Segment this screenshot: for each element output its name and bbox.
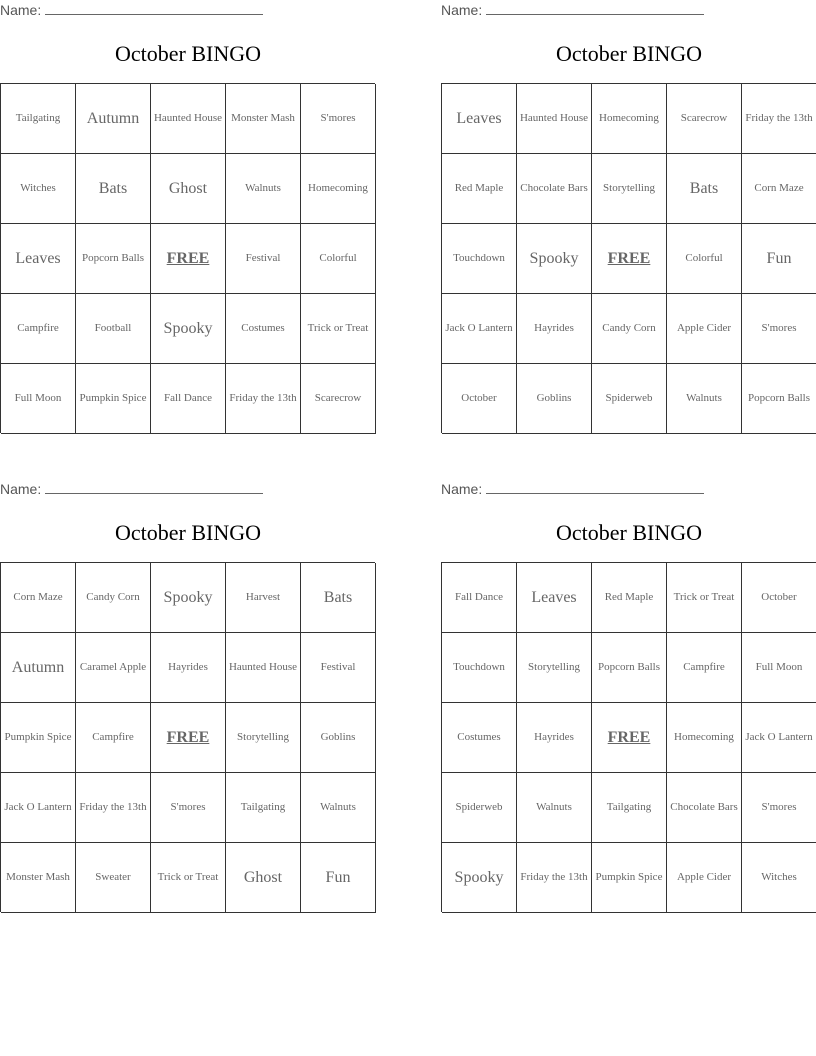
bingo-cell: Goblins	[301, 703, 376, 773]
bingo-cell: Candy Corn	[76, 563, 151, 633]
bingo-cell: Festival	[301, 633, 376, 703]
bingo-cell: S'mores	[301, 84, 376, 154]
bingo-cell: Leaves	[442, 84, 517, 154]
bingo-cell: Popcorn Balls	[592, 633, 667, 703]
bingo-cell: Friday the 13th	[76, 773, 151, 843]
bingo-cell: Sweater	[76, 843, 151, 913]
bingo-cell: Autumn	[1, 633, 76, 703]
bingo-cell: Spooky	[151, 563, 226, 633]
bingo-cell: Hayrides	[517, 294, 592, 364]
bingo-cell: Goblins	[517, 364, 592, 434]
name-field[interactable]	[486, 479, 704, 494]
name-field[interactable]	[45, 0, 263, 15]
bingo-cell: Fun	[742, 224, 816, 294]
bingo-cell: Spiderweb	[592, 364, 667, 434]
bingo-cell: Chocolate Bars	[517, 154, 592, 224]
bingo-cell: Tailgating	[1, 84, 76, 154]
bingo-cell: Storytelling	[592, 154, 667, 224]
bingo-cell: Leaves	[517, 563, 592, 633]
bingo-cell: Chocolate Bars	[667, 773, 742, 843]
bingo-cell: Jack O Lantern	[1, 773, 76, 843]
bingo-cell: Scarecrow	[301, 364, 376, 434]
bingo-cell: Tailgating	[226, 773, 301, 843]
bingo-cell: Colorful	[667, 224, 742, 294]
bingo-grid	[441, 83, 816, 433]
bingo-cell: Tailgating	[592, 773, 667, 843]
free-space: FREE	[151, 224, 226, 294]
bingo-cell: Apple Cider	[667, 843, 742, 913]
free-space: FREE	[592, 224, 667, 294]
bingo-cell: Costumes	[226, 294, 301, 364]
name-field[interactable]	[486, 0, 704, 15]
card-title: October BINGO	[114, 41, 262, 66]
bingo-cell: Fall Dance	[442, 563, 517, 633]
bingo-cell: Pumpkin Spice	[1, 703, 76, 773]
card-title: October BINGO	[555, 41, 703, 66]
bingo-cell: Monster Mash	[1, 843, 76, 913]
bingo-cell: Jack O Lantern	[442, 294, 517, 364]
name-label: Name:	[441, 481, 483, 497]
bingo-cell: Hayrides	[517, 703, 592, 773]
bingo-grid	[441, 562, 816, 912]
bingo-cell: Bats	[667, 154, 742, 224]
bingo-cell: Spiderweb	[442, 773, 517, 843]
bingo-cell: Campfire	[76, 703, 151, 773]
bingo-cell: Popcorn Balls	[742, 364, 816, 434]
bingo-cell: Pumpkin Spice	[76, 364, 151, 434]
bingo-cell: Walnuts	[226, 154, 301, 224]
bingo-cell: Corn Maze	[1, 563, 76, 633]
bingo-cell: Witches	[742, 843, 816, 913]
bingo-cell: Haunted House	[226, 633, 301, 703]
bingo-cell: S'mores	[151, 773, 226, 843]
bingo-cell: Festival	[226, 224, 301, 294]
bingo-cell: Pumpkin Spice	[592, 843, 667, 913]
name-label: Name:	[0, 2, 42, 18]
bingo-cell: Haunted House	[151, 84, 226, 154]
bingo-cell: Trick or Treat	[667, 563, 742, 633]
bingo-cell: Friday the 13th	[517, 843, 592, 913]
bingo-cell: Corn Maze	[742, 154, 816, 224]
bingo-cell: Fun	[301, 843, 376, 913]
bingo-cell: Popcorn Balls	[76, 224, 151, 294]
bingo-cell: Storytelling	[517, 633, 592, 703]
card-title: October BINGO	[114, 520, 262, 545]
name-line	[0, 479, 270, 499]
bingo-cell: Ghost	[226, 843, 301, 913]
bingo-cell: October	[442, 364, 517, 434]
bingo-cell: Trick or Treat	[151, 843, 226, 913]
bingo-cell: Costumes	[442, 703, 517, 773]
name-line	[0, 0, 270, 20]
bingo-cell: Autumn	[76, 84, 151, 154]
bingo-cell: Walnuts	[301, 773, 376, 843]
bingo-cell: Scarecrow	[667, 84, 742, 154]
bingo-cell: Bats	[76, 154, 151, 224]
bingo-cell: Spooky	[442, 843, 517, 913]
bingo-cell: Touchdown	[442, 224, 517, 294]
bingo-cell: Homecoming	[592, 84, 667, 154]
bingo-cell: Friday the 13th	[226, 364, 301, 434]
bingo-grid	[0, 83, 375, 433]
bingo-cell: Spooky	[151, 294, 226, 364]
bingo-cell: Apple Cider	[667, 294, 742, 364]
bingo-cell: Leaves	[1, 224, 76, 294]
bingo-cell: Colorful	[301, 224, 376, 294]
bingo-cell: Haunted House	[517, 84, 592, 154]
bingo-cell: Walnuts	[517, 773, 592, 843]
bingo-cell: Jack O Lantern	[742, 703, 816, 773]
bingo-cell: Red Maple	[442, 154, 517, 224]
name-label: Name:	[0, 481, 42, 497]
bingo-cell: Harvest	[226, 563, 301, 633]
bingo-cell: Walnuts	[667, 364, 742, 434]
bingo-grid	[0, 562, 375, 912]
bingo-cell: Friday the 13th	[742, 84, 816, 154]
name-label: Name:	[441, 2, 483, 18]
bingo-cell: Campfire	[667, 633, 742, 703]
bingo-cell: Homecoming	[301, 154, 376, 224]
name-line	[441, 479, 711, 499]
bingo-cell: Bats	[301, 563, 376, 633]
name-field[interactable]	[45, 479, 263, 494]
bingo-cell: Candy Corn	[592, 294, 667, 364]
bingo-cell: Hayrides	[151, 633, 226, 703]
bingo-cell: Football	[76, 294, 151, 364]
name-line	[441, 0, 711, 20]
bingo-cell: S'mores	[742, 294, 816, 364]
bingo-cell: Full Moon	[742, 633, 816, 703]
free-space: FREE	[151, 703, 226, 773]
bingo-cell: Spooky	[517, 224, 592, 294]
bingo-cell: Fall Dance	[151, 364, 226, 434]
free-space: FREE	[592, 703, 667, 773]
bingo-cell: S'mores	[742, 773, 816, 843]
bingo-cell: Storytelling	[226, 703, 301, 773]
bingo-cell: Witches	[1, 154, 76, 224]
bingo-cell: Campfire	[1, 294, 76, 364]
card-title: October BINGO	[555, 520, 703, 545]
bingo-cell: Ghost	[151, 154, 226, 224]
bingo-cell: Full Moon	[1, 364, 76, 434]
bingo-cell: Touchdown	[442, 633, 517, 703]
bingo-cell: Caramel Apple	[76, 633, 151, 703]
bingo-cell: Red Maple	[592, 563, 667, 633]
bingo-cell: Monster Mash	[226, 84, 301, 154]
bingo-cell: October	[742, 563, 816, 633]
bingo-cell: Homecoming	[667, 703, 742, 773]
bingo-cell: Trick or Treat	[301, 294, 376, 364]
